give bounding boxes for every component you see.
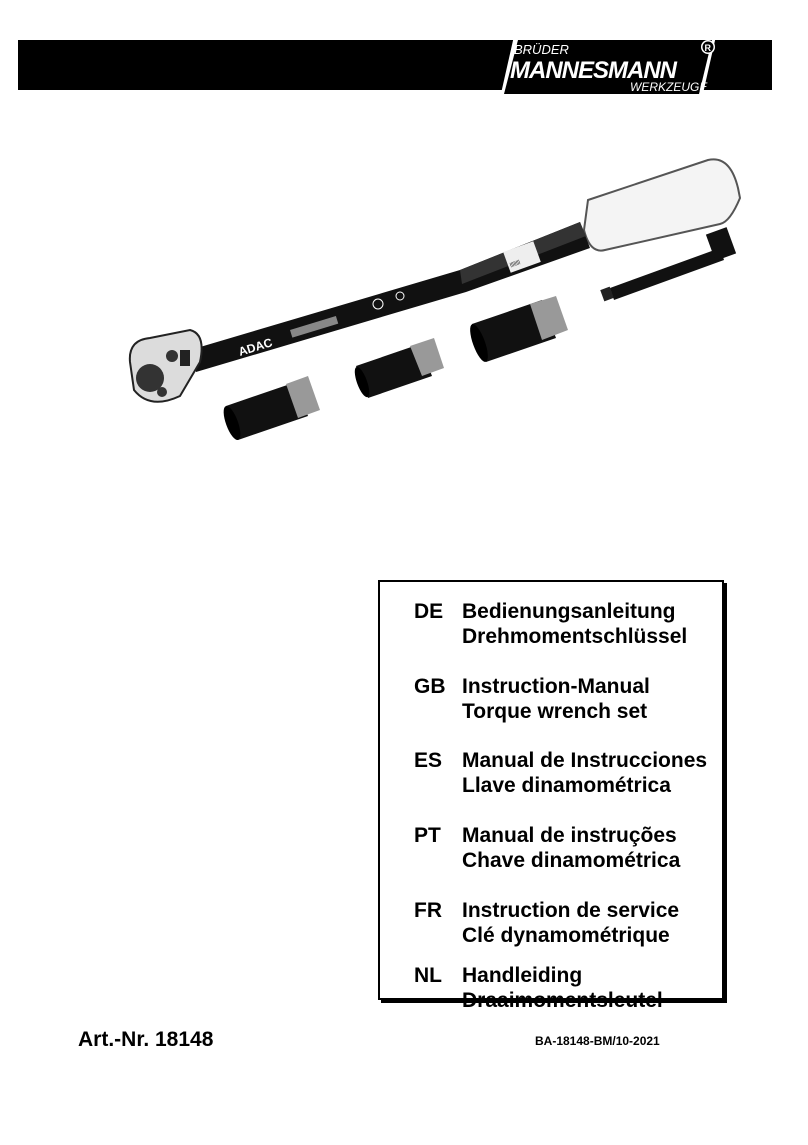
language-code: GB (414, 675, 446, 698)
document-code: BA-18148-BM/10-2021 (535, 1034, 660, 1048)
brand-logo (496, 26, 726, 106)
manual-title: Handleiding (462, 964, 583, 987)
language-code: PT (414, 824, 441, 847)
language-code: ES (414, 749, 443, 772)
product-name: Draaimomentsleutel (462, 989, 663, 1012)
article-number: Art.-Nr. 18148 (78, 1028, 214, 1051)
wrench-brand-label: ADAC (236, 335, 275, 359)
product-image (110, 150, 750, 450)
wrench-shaft (190, 222, 590, 372)
product-name: Clé dynamométrique (462, 924, 670, 947)
manual-title: Instruction de service (462, 899, 680, 922)
ratchet-head (130, 330, 202, 402)
manual-title: Manual de instruções (462, 824, 677, 847)
manual-title: Instruction-Manual (462, 675, 650, 698)
socket-small (220, 376, 320, 442)
product-name: Drehmomentschlüssel (462, 625, 688, 648)
language-code: NL (414, 964, 442, 987)
registered-mark: R (704, 43, 711, 53)
brand-bottom-text: WERKZEUGE (630, 80, 708, 94)
svg-text:||||||||: |||||||| (509, 259, 522, 269)
socket-medium (352, 338, 444, 399)
product-name: Torque wrench set (462, 700, 648, 723)
language-list-box (378, 580, 724, 1012)
language-code: DE (414, 600, 444, 623)
manual-title: Manual de Instrucciones (462, 749, 708, 772)
brand-name-text: MANNESMANN (510, 57, 676, 84)
brand-top-text: BRÜDER (514, 42, 569, 57)
language-code: FR (414, 899, 442, 922)
product-name: Llave dinamométrica (462, 774, 671, 797)
product-name: Chave dinamométrica (462, 849, 681, 872)
manual-title: Bedienungsanleitung (462, 600, 676, 623)
socket-large (467, 296, 568, 364)
